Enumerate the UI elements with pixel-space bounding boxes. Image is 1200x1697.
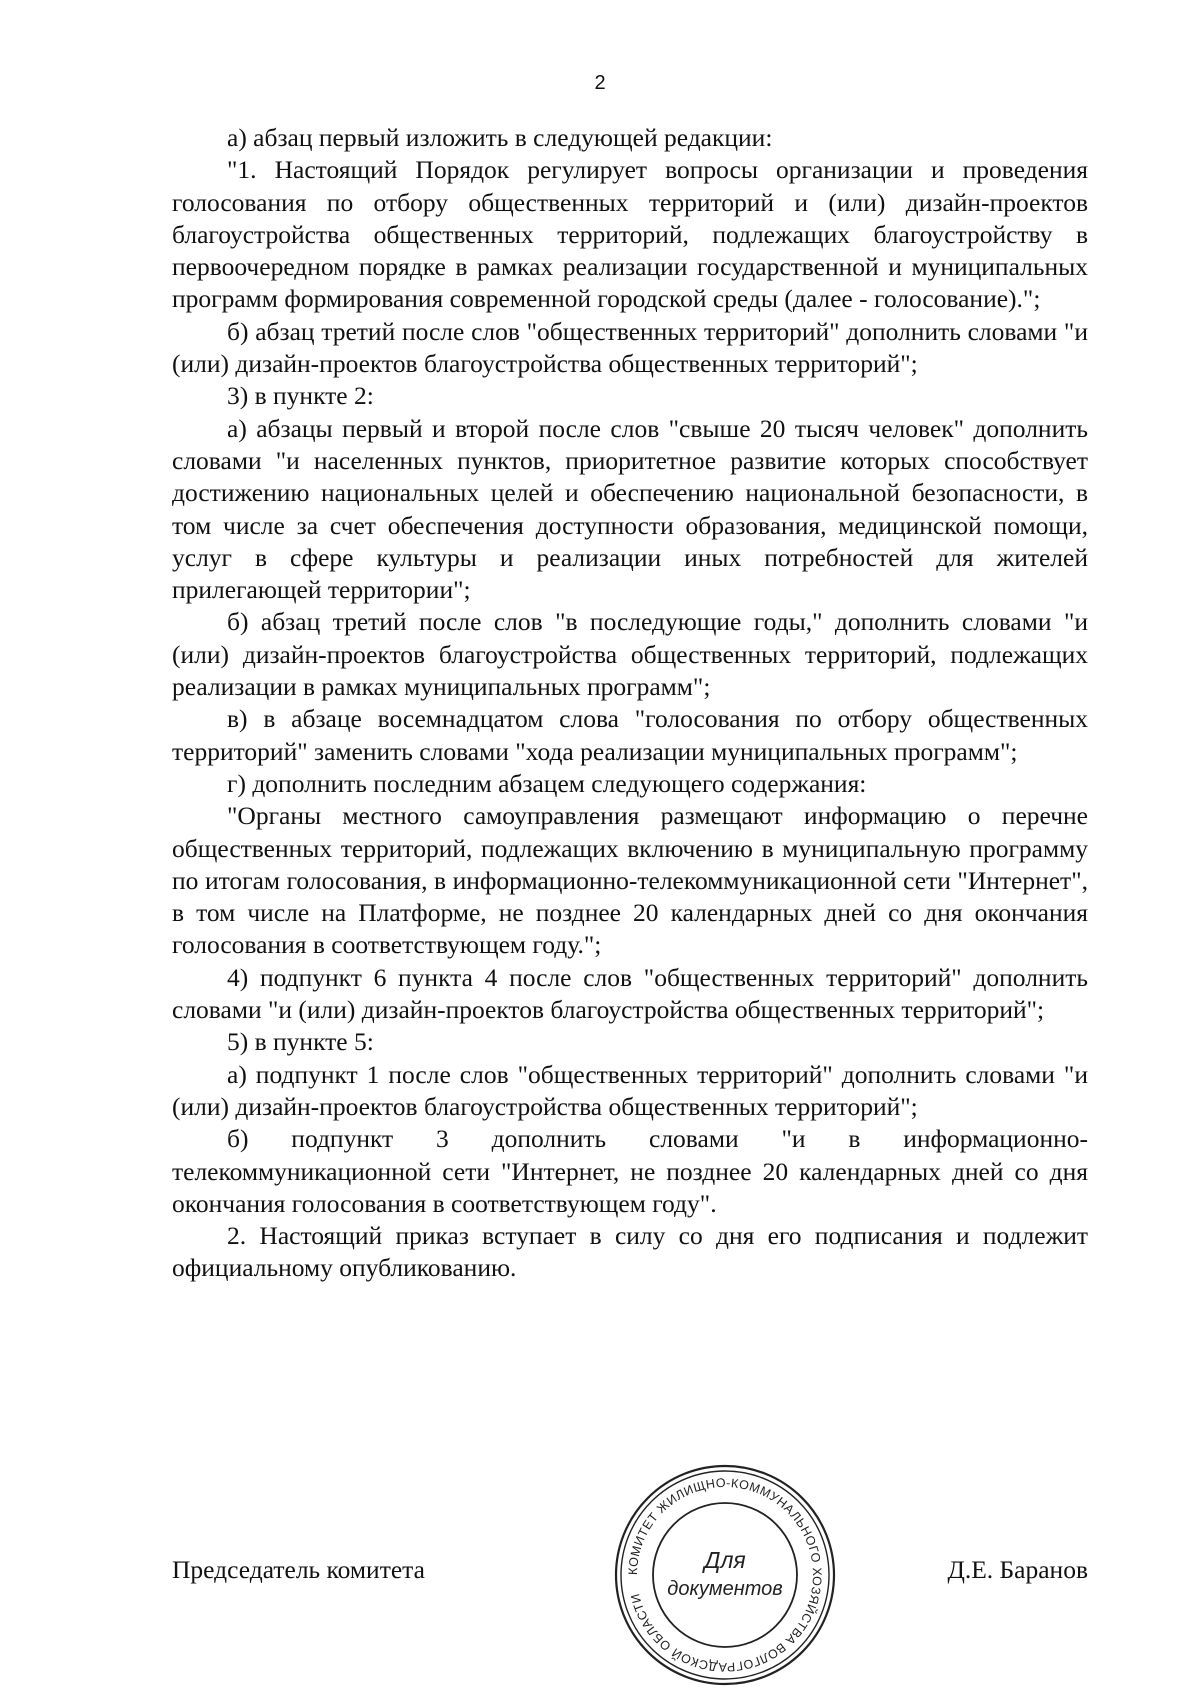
stamp-center-line-1: Для [704,1547,746,1573]
stamp-center-line-2: документов [667,1578,783,1600]
paragraph: а) абзац первый изложить в следующей редакции: [227,123,773,152]
signatory-title: Председатель комитета [172,1555,425,1584]
document-body [172,122,1088,1285]
stamp-center-ring [653,1503,797,1647]
official-stamp [612,1462,838,1688]
svg-text:КОМИТЕТ ЖИЛИЩНО-КОММУНАЛЬНОГО [626,1476,824,1674]
paragraph: в) в абзаце восемнадцатом слова "голосования по отбору общественных территорий" заменить словами "хода реализации муниципальных программ"; [172,704,1088,766]
paragraph: а) подпункт 1 после слов "общественных территорий" дополнить словами "и (или) дизайн-проектов благоустройства общественных территорий"; [172,1059,1088,1121]
paragraph: 3) в пункте 2: [227,381,374,411]
stamp-ring-text: КОМИТЕТ ЖИЛИЩНО-КОММУНАЛЬНОГО ХОЗЯЙСТВА ВОЛГОГРАДСКОЙ ОБЛАСТИ [625,1475,825,1675]
paragraph: "1. Настоящий Порядок регулирует вопросы организации и проведения голосования по отбору общественных территорий и (или) дизайн-проектов благоустройства общественных территорий, подлежащих благоустройству в первоочередном порядке в рамках реализации государственной и муниципальных программ формирования современной городской среды (далее - голосование)."; [172,155,1088,314]
paragraph: б) подпункт 3 дополнить словами "и в информационно-телекоммуникационной сети "Интернет, не позднее 20 календарных дней со дня окончания голосования в соответствующем году". [172,1124,1088,1218]
page-number: 2 [594,72,606,94]
paragraph: а) абзацы первый и второй после слов "свыше 20 тысяч человек" дополнить словами "и населенных пунктов, приоритетное развитие которых способствует достижению национальных целей и обеспечению национальной безопасности, в том числе за счет обеспечения доступности образования, медицинской помощи, услуг в сфере культуры и реализации иных потребностей для жителей прилегающей территории"; [172,413,1088,605]
paragraph: 5) в пункте 5: [227,1027,374,1057]
signatory-name: Д.Е. Баранов [947,1555,1088,1584]
stamp-outer-ring [616,1466,834,1684]
paragraph: "Органы местного самоуправления размещают информацию о перечне общественных территорий, подлежащих включению в муниципальную программу по итогам голосования, в информационно-телекоммуникационной сети "Интернет", в том числе на Платформе, не позднее 20 календарных дней со дня окончания голосования в соответствующем году."; [172,801,1088,960]
paragraph: 4) подпункт 6 пункта 4 после слов "общественных территорий" дополнить словами "и (или) дизайн-проектов благоустройства общественных территорий"; [172,962,1088,1025]
paragraph: б) абзац третий после слов "в последующие годы," дополнить словами "и (или) дизайн-проектов благоустройства общественных территорий, подлежащих реализации в рамках муниципальных программ"; [172,607,1088,702]
paragraph: 2. Настоящий приказ вступает в силу со дня его подписания и подлежит официальному опубликованию. [172,1221,1088,1283]
paragraph: г) дополнить последним абзацем следующего содержания: [227,768,867,798]
paragraph: б) абзац третий после слов "общественных территорий" дополнить словами "и (или) дизайн-проектов благоустройства общественных территорий"; [172,316,1088,379]
